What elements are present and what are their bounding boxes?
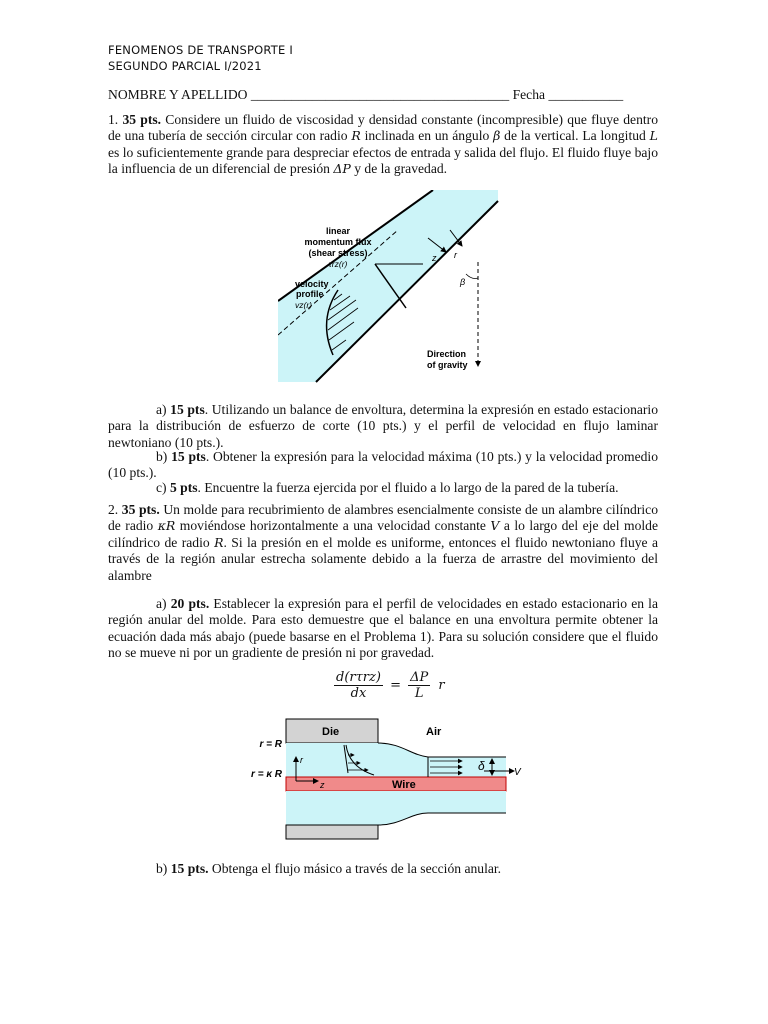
die-bottom [286,825,378,839]
item-c-label: c) [156,480,167,495]
label-wire: Wire [392,779,416,791]
label-z: z [432,253,437,263]
problem1-text-e: y de la gravedad. [354,161,448,177]
course-title: FENOMENOS DE TRANSPORTE I [108,43,293,57]
label-flux-3: (shear stress) [308,248,368,258]
p2-item-a-label: a) [156,596,167,611]
p2-item-a-text: Establecer la expresión para el perfil de velocidades en estado estacionario en la región anular del molde. Para esto demuestre que el balance en una envoltura permite obtener la ecuación dada más abajo (puede basarse en el Problema 1). Para su solución considere que el fluido no se mueve ni por un gradiente de presión ni por gravedad. [108,596,658,661]
symbol-V: V [490,518,500,534]
problem2-item-a [108,596,658,662]
problem1-item-c [156,480,658,496]
label-air: Air [426,726,442,738]
label-flux-2: momentum flux [304,237,372,247]
label-r-equals-kappaR: r = κ R [251,769,282,780]
label-direction-2: of gravity [427,360,468,370]
eq-lhs-denominator: dx [350,686,367,701]
symbol-L: L [649,128,658,144]
label-vel-1: velocity [295,279,329,289]
label-direction-1: Direction [427,349,467,359]
eq-rhs-denominator: L [414,686,424,701]
coating-fluid-top [286,743,506,777]
symbol-R2: R [214,534,224,550]
eq-lhs-numerator: d(rτrz) [336,670,381,685]
inclined-tube-figure [278,190,500,386]
problem2-text-a: Un molde para recubrimiento de alambres esencialmente consiste de un alambre cilíndrico de radio [108,502,658,534]
item-a-label: a) [156,402,167,417]
problem1-text-d: es lo suficientemente grande para despreciar efectos de entrada y salida del flujo. El fluido fluye bajo la influencia de un diferencial de presión [108,144,658,177]
label-r-axis: r [300,755,303,765]
label-beta: β [460,277,466,287]
symbol-beta: β [493,128,501,144]
problem2-item-b [156,861,658,877]
symbol-kappaR: κR [157,518,176,534]
shell-balance-equation [334,670,445,701]
item-c-points: 5 pts [169,480,198,495]
label-V: V [514,767,521,778]
problem1-text-c: de la vertical. La longitud [504,128,646,144]
symbol-R: R [351,128,361,144]
p2-item-b-text: Obtenga el flujo másico a través de la sección anular. [211,861,502,876]
problem1-item-b [108,449,658,482]
item-a-text: . Utilizando un balance de envoltura, determina la expresión en estado estacionario para la distribución de esfuerzo de corte (10 pts.) y el perfil de velocidad en flujo laminar newtoniano (10 pts.). [108,402,658,450]
date-label: Fecha [512,87,546,102]
label-r: r [454,250,457,260]
item-a-points: 15 pts [170,402,205,417]
eq-equals: = [390,678,401,693]
problem1-text-b: inclinada en un ángulo [364,128,490,144]
label-die: Die [322,726,340,738]
problem2-text-b: moviéndose horizontalmente a una velocidad constante [179,518,486,534]
problem1-item-a [108,402,658,451]
symbol-deltaP: ΔP [333,161,351,177]
problem1-statement [108,112,658,178]
problem2-points: 35 pts. [121,502,160,517]
beta-arc [466,274,478,279]
problem2-number: 2. [108,502,119,517]
problem2-statement [108,502,658,584]
label-delta: δ [478,759,485,773]
p2-item-b-points: 15 pts. [170,861,209,876]
item-b-label: b) [156,449,168,464]
p2-item-b-label: b) [156,861,168,876]
name-blank[interactable]: ______________________________________ [250,87,510,102]
p2-item-a-points: 20 pts. [170,596,210,611]
eq-rhs-numerator: ΔP [410,670,429,685]
name-label: NOMBRE Y APELLIDO [108,87,248,102]
name-line [108,87,658,103]
item-c-text: . Encuentre la fuerza ejercida por el fluido a lo largo de la pared de la tubería. [197,480,619,495]
label-vel-2: profile [296,289,324,299]
item-b-points: 15 pts [171,449,206,464]
coating-fluid-bottom [286,791,506,825]
problem1-number: 1. [108,112,119,127]
exam-title: SEGUNDO PARCIAL I/2021 [108,59,262,73]
label-flux-1: linear [325,226,351,236]
problem2-text-c: a lo largo del eje del molde cilíndrico de radio [108,518,658,550]
wire-coating-figure [236,715,526,840]
label-r-equals-R: r = R [259,739,282,750]
label-vz: vz(r) [295,300,312,310]
problem1-text-a: Considere un fluido de viscosidad y densidad constante (incompresible) que fluye dentro de una tubería de sección circular con radio [108,112,658,144]
date-blank[interactable]: ___________ [548,87,624,102]
item-b-text: . Obtener la expresión para la velocidad máxima (10 pts.) y la velocidad promedio (10 pts.). [108,449,658,481]
label-tau: τrz(r) [328,259,348,269]
problem2-text-d: . Si la presión en el molde es uniforme, entonces el fluido newtoniano fluye a través de la región anular estrecha solamente debido a la fuerza de arrastre del movimiento del alambre [108,534,658,583]
problem1-points: 35 pts. [122,112,162,127]
label-z-axis: z [320,780,325,790]
eq-rhs-variable: r [438,678,445,693]
